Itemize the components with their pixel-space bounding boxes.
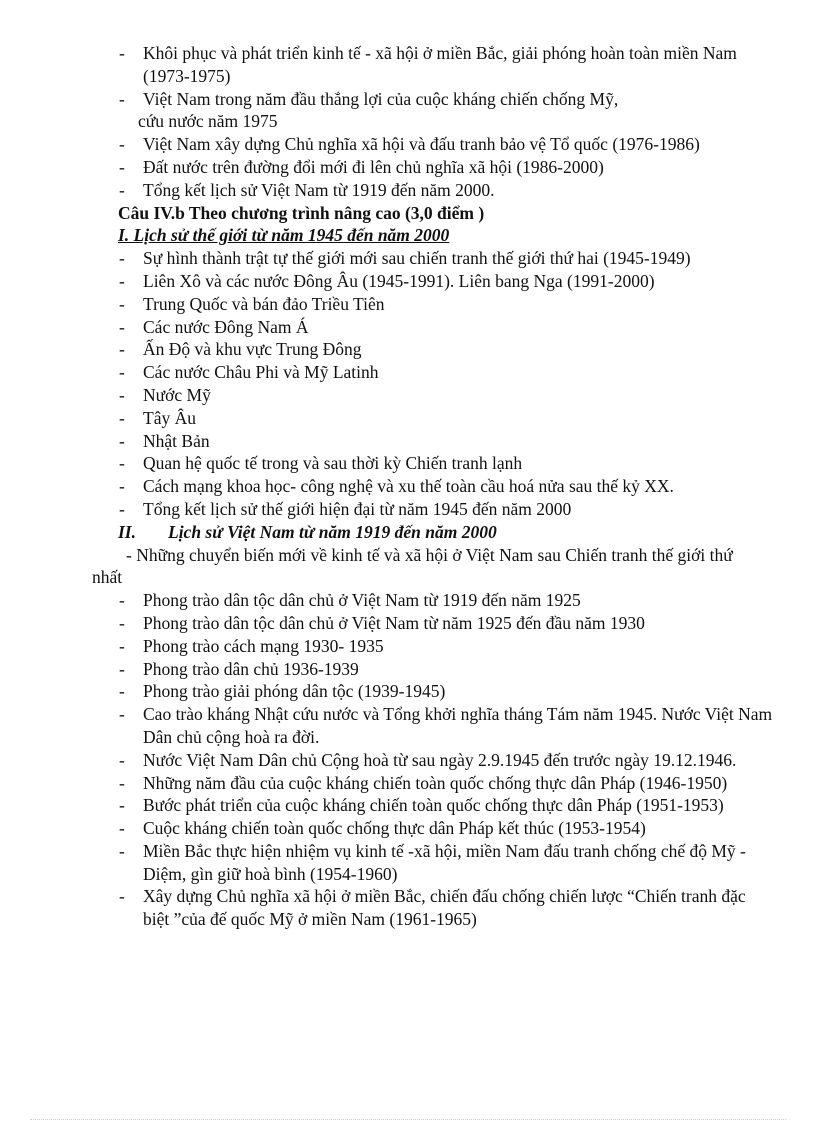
list-item [0, 589, 816, 612]
intro-list [0, 42, 816, 202]
bullet-dash: - [119, 453, 125, 474]
list-item-text: Việt Nam trong năm đầu thắng lợi của cuộc kháng chiến chống Mỹ, [143, 88, 619, 109]
list-item-text: Cách mạng khoa học- công nghệ và xu thế toàn cầu hoá nửa sau thế kỷ XX. [143, 476, 674, 497]
list-item-text: Tây Âu [143, 407, 196, 428]
list-item-text: Phong trào dân chủ 1936-1939 [143, 658, 359, 679]
list-item-text: Nước Việt Nam Dân chủ Cộng hoà từ sau ngày 2.9.1945 đến trước ngày 19.12.1946. [143, 749, 737, 770]
bullet-dash: - [119, 43, 125, 63]
list-item-text: Liên Xô và các nước Đông Âu (1945-1991). Liên bang Nga (1991-2000) [143, 270, 655, 291]
list-item-text: Quan hệ quốc tế trong và sau thời kỳ Chiến tranh lạnh [143, 453, 523, 474]
list-item [0, 270, 816, 293]
list-item [0, 430, 816, 453]
bullet-dash: - [119, 681, 125, 702]
bullet-dash: - [119, 886, 125, 907]
list-item-text: Tổng kết lịch sử thế giới hiện đại từ năm 1945 đến năm 2000 [143, 498, 572, 519]
list-item [0, 316, 816, 339]
list-item-text: Cao trào kháng Nhật cứu nước và Tổng khởi nghĩa tháng Tám năm 1945. Nước Việt Nam Dân chủ cộng hoà ra đời. [143, 704, 773, 747]
bullet-dash: - [119, 612, 125, 633]
bullet-dash: - [119, 704, 125, 725]
list-item-text: Các nước Châu Phi và Mỹ Latinh [143, 362, 379, 383]
bullet-dash: - [119, 339, 125, 360]
list-item-text: Nhật Bản [143, 430, 210, 451]
list-item-text: Nước Mỹ [143, 384, 211, 405]
bullet-dash: - [119, 658, 125, 679]
list-item [0, 772, 816, 795]
part2-list [0, 589, 816, 931]
list-item [0, 384, 816, 407]
document-body [0, 42, 816, 931]
bullet-dash: - [119, 316, 125, 337]
list-item-text: cứu nước năm 1975 [138, 111, 278, 132]
bullet-dash: - [119, 179, 125, 200]
list-item [0, 156, 816, 179]
list-item [0, 794, 816, 817]
part2-intro: - Những chuyển biến mới về kinh tế và xã hội ở Việt Nam sau Chiến tranh thế giới thứ nhất [92, 544, 733, 588]
bullet-dash: - [119, 840, 125, 861]
list-item-text: Việt Nam xây dựng Chủ nghĩa xã hội và đấu tranh bảo vệ Tổ quốc (1976-1986) [143, 134, 700, 155]
list-item [0, 612, 816, 635]
list-item [0, 42, 816, 88]
list-item-text: Ấn Độ và khu vực Trung Đông [143, 339, 362, 360]
list-item-text: Các nước Đông Nam Á [143, 316, 309, 337]
list-item-text: Cuộc kháng chiến toàn quốc chống thực dân Pháp kết thúc (1953-1954) [143, 818, 646, 839]
list-item [0, 407, 816, 430]
list-item [0, 817, 816, 840]
list-item-text: Phong trào dân tộc dân chủ ở Việt Nam từ 1919 đến năm 1925 [143, 590, 581, 611]
bullet-dash: - [119, 772, 125, 793]
bullet-dash: - [119, 248, 125, 269]
list-item-text: Phong trào dân tộc dân chủ ở Việt Nam từ năm 1925 đến đầu năm 1930 [143, 612, 645, 633]
bullet-dash: - [119, 590, 125, 611]
list-item-text: Tổng kết lịch sử Việt Nam từ 1919 đến năm 2000. [143, 179, 495, 200]
bullet-dash: - [119, 384, 125, 405]
list-item-text: Đất nước trên đường đổi mới đi lên chủ nghĩa xã hội (1986-2000) [143, 156, 604, 177]
bullet-dash: - [119, 293, 125, 314]
bullet-dash: - [119, 156, 125, 177]
page-bottom-divider [30, 1119, 786, 1120]
bullet-dash: - [119, 407, 125, 428]
list-item [0, 179, 816, 202]
part2-heading-text: Lịch sử Việt Nam từ năm 1919 đến năm 2000 [168, 521, 497, 542]
list-item [0, 338, 816, 361]
list-item-text: Trung Quốc và bán đảo Triều Tiên [143, 293, 385, 314]
bullet-dash: - [119, 88, 125, 109]
bullet-dash: - [119, 362, 125, 383]
list-item [0, 452, 816, 475]
list-item-text: Xây dựng Chủ nghĩa xã hội ở miền Bắc, chiến đấu chống chiến lược “Chiến tranh đặc biệt ”của đế quốc Mỹ ở miền Nam (1961-1965) [143, 886, 746, 930]
bullet-dash: - [119, 270, 125, 291]
list-item-text: Phong trào giải phóng dân tộc (1939-1945) [143, 681, 446, 702]
list-item [0, 840, 816, 886]
list-item [0, 680, 816, 703]
list-item-text: Những năm đầu của cuộc kháng chiến toàn quốc chống thực dân Pháp (1946-1950) [143, 772, 728, 793]
bullet-dash: - [119, 430, 125, 451]
list-item [0, 635, 816, 658]
bullet-dash: - [119, 498, 125, 519]
list-item-text: Sự hình thành trật tự thế giới mới sau chiến tranh thế giới thứ hai (1945-1949) [143, 248, 691, 269]
part1-heading: I. Lịch sử thế giới từ năm 1945 đến năm 2000 [118, 225, 450, 246]
list-item-continuation [0, 110, 816, 133]
list-item [0, 293, 816, 316]
bullet-dash: - [119, 818, 125, 839]
bullet-dash: - [119, 635, 125, 656]
bullet-dash: - [119, 134, 125, 155]
bullet-dash: - [119, 795, 125, 816]
list-item [0, 749, 816, 772]
list-item [0, 475, 816, 498]
list-item [0, 88, 816, 111]
list-item [0, 885, 816, 931]
list-item [0, 133, 816, 156]
list-item-text: Khôi phục và phát triển kinh tế - xã hội ở miền Bắc, giải phóng hoàn toàn miền Nam (1973-1975) [143, 43, 737, 86]
bullet-dash: - [119, 749, 125, 770]
section-heading: Câu IV.b Theo chương trình nâng cao (3,0 điểm ) [118, 202, 485, 223]
list-item-text: Phong trào cách mạng 1930- 1935 [143, 635, 384, 656]
part2-number: II. [118, 521, 136, 542]
list-item [0, 247, 816, 270]
list-item [0, 498, 816, 521]
list-item-text: Bước phát triển của cuộc kháng chiến toàn quốc chống thực dân Pháp (1951-1953) [143, 795, 724, 816]
part1-list [0, 247, 816, 521]
bullet-dash: - [119, 476, 125, 497]
list-item-text: Miền Bắc thực hiện nhiệm vụ kinh tế -xã hội, miền Nam đấu tranh chống chế độ Mỹ - Diệm, gìn giữ hoà bình (1954-1960) [143, 840, 746, 884]
list-item [0, 658, 816, 681]
list-item [0, 703, 816, 749]
list-item [0, 361, 816, 384]
part2-heading [0, 521, 816, 544]
